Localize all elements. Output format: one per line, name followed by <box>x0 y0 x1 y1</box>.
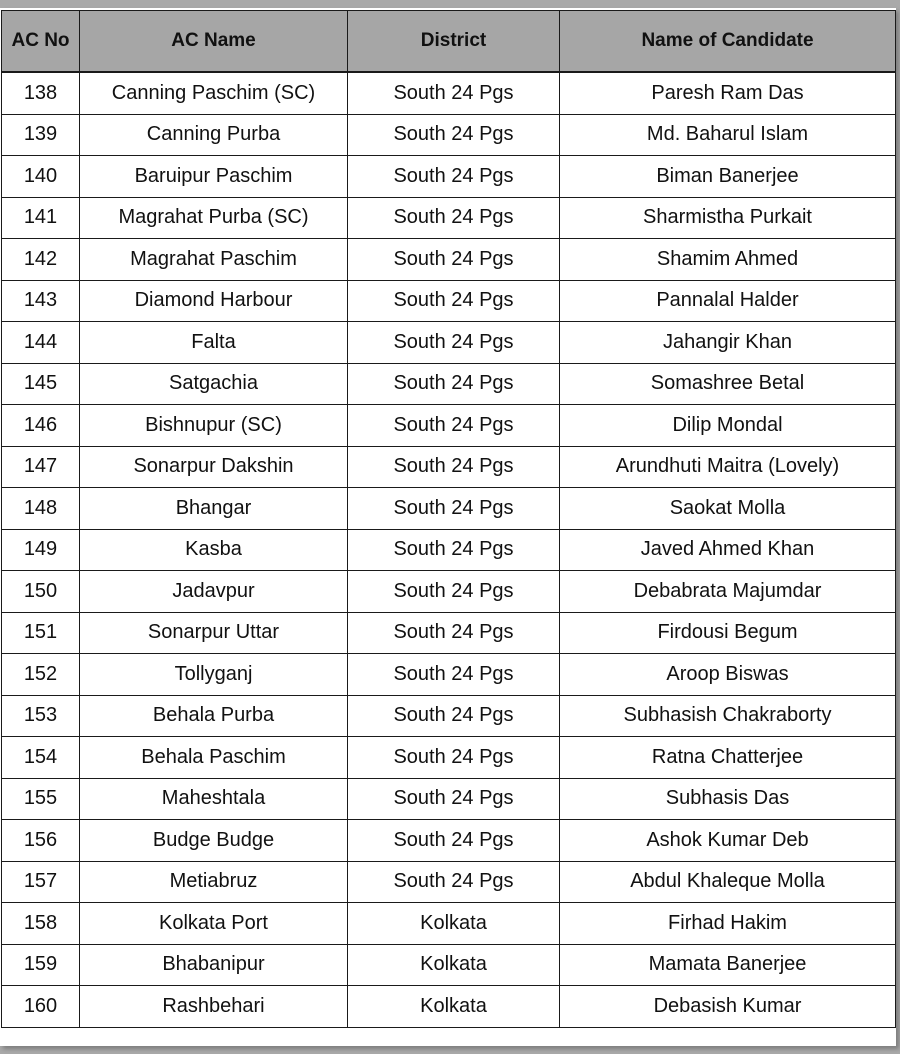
ac-name-cell: Sonarpur Uttar <box>80 612 348 654</box>
table-row <box>2 156 896 198</box>
district-cell: South 24 Pgs <box>348 529 560 571</box>
candidate-name-cell: Firhad Hakim <box>560 903 896 945</box>
candidate-name-cell: Firdousi Begum <box>560 612 896 654</box>
table-row <box>2 571 896 613</box>
district-cell: South 24 Pgs <box>348 820 560 862</box>
district-cell: South 24 Pgs <box>348 405 560 447</box>
candidate-name-cell: Subhasis Das <box>560 778 896 820</box>
ac-no-cell: 140 <box>2 156 80 198</box>
header-district: District <box>348 11 560 73</box>
ac-no-cell: 147 <box>2 446 80 488</box>
ac-no-cell: 152 <box>2 654 80 696</box>
ac-no-cell: 148 <box>2 488 80 530</box>
district-cell: South 24 Pgs <box>348 280 560 322</box>
table-row <box>2 197 896 239</box>
table-row <box>2 239 896 281</box>
table-row <box>2 114 896 156</box>
ac-name-cell: Sonarpur Dakshin <box>80 446 348 488</box>
table-row <box>2 737 896 779</box>
table-row <box>2 695 896 737</box>
table-body <box>2 72 896 1027</box>
district-cell: South 24 Pgs <box>348 363 560 405</box>
candidate-name-cell: Javed Ahmed Khan <box>560 529 896 571</box>
candidate-name-cell: Subhasish Chakraborty <box>560 695 896 737</box>
ac-name-cell: Canning Paschim (SC) <box>80 72 348 114</box>
ac-no-cell: 144 <box>2 322 80 364</box>
candidate-name-cell: Paresh Ram Das <box>560 72 896 114</box>
table-row <box>2 280 896 322</box>
district-cell: South 24 Pgs <box>348 695 560 737</box>
district-cell: South 24 Pgs <box>348 446 560 488</box>
ac-name-cell: Jadavpur <box>80 571 348 613</box>
district-cell: South 24 Pgs <box>348 654 560 696</box>
ac-no-cell: 143 <box>2 280 80 322</box>
candidate-name-cell: Ratna Chatterjee <box>560 737 896 779</box>
table-row <box>2 72 896 114</box>
district-cell: South 24 Pgs <box>348 72 560 114</box>
table-row <box>2 529 896 571</box>
ac-name-cell: Satgachia <box>80 363 348 405</box>
ac-no-cell: 150 <box>2 571 80 613</box>
table-header <box>2 11 896 73</box>
ac-name-cell: Budge Budge <box>80 820 348 862</box>
district-cell: South 24 Pgs <box>348 156 560 198</box>
candidate-name-cell: Dilip Mondal <box>560 405 896 447</box>
ac-no-cell: 145 <box>2 363 80 405</box>
ac-name-cell: Magrahat Paschim <box>80 239 348 281</box>
candidate-name-cell: Aroop Biswas <box>560 654 896 696</box>
ac-name-cell: Bishnupur (SC) <box>80 405 348 447</box>
table-row <box>2 820 896 862</box>
table-row <box>2 612 896 654</box>
ac-name-cell: Rashbehari <box>80 986 348 1028</box>
table-row <box>2 446 896 488</box>
ac-name-cell: Behala Purba <box>80 695 348 737</box>
ac-no-cell: 146 <box>2 405 80 447</box>
district-cell: South 24 Pgs <box>348 612 560 654</box>
district-cell: South 24 Pgs <box>348 197 560 239</box>
candidate-name-cell: Saokat Molla <box>560 488 896 530</box>
header-row <box>2 11 896 73</box>
table-row <box>2 861 896 903</box>
district-cell: Kolkata <box>348 944 560 986</box>
candidate-name-cell: Mamata Banerjee <box>560 944 896 986</box>
ac-no-cell: 154 <box>2 737 80 779</box>
ac-no-cell: 139 <box>2 114 80 156</box>
candidate-name-cell: Ashok Kumar Deb <box>560 820 896 862</box>
district-cell: Kolkata <box>348 986 560 1028</box>
ac-no-cell: 156 <box>2 820 80 862</box>
candidate-table <box>1 10 896 1028</box>
ac-no-cell: 142 <box>2 239 80 281</box>
ac-name-cell: Falta <box>80 322 348 364</box>
district-cell: South 24 Pgs <box>348 861 560 903</box>
ac-name-cell: Magrahat Purba (SC) <box>80 197 348 239</box>
candidate-name-cell: Arundhuti Maitra (Lovely) <box>560 446 896 488</box>
header-candidate-name: Name of Candidate <box>560 11 896 73</box>
table-row <box>2 363 896 405</box>
ac-no-cell: 155 <box>2 778 80 820</box>
ac-name-cell: Behala Paschim <box>80 737 348 779</box>
ac-name-cell: Kasba <box>80 529 348 571</box>
candidate-name-cell: Jahangir Khan <box>560 322 896 364</box>
district-cell: South 24 Pgs <box>348 114 560 156</box>
candidate-name-cell: Shamim Ahmed <box>560 239 896 281</box>
ac-no-cell: 160 <box>2 986 80 1028</box>
candidate-name-cell: Biman Banerjee <box>560 156 896 198</box>
district-cell: South 24 Pgs <box>348 322 560 364</box>
candidate-name-cell: Debasish Kumar <box>560 986 896 1028</box>
ac-no-cell: 158 <box>2 903 80 945</box>
candidate-name-cell: Md. Baharul Islam <box>560 114 896 156</box>
ac-no-cell: 151 <box>2 612 80 654</box>
table-row <box>2 986 896 1028</box>
document-page <box>0 8 896 1046</box>
header-ac-name: AC Name <box>80 11 348 73</box>
district-cell: South 24 Pgs <box>348 239 560 281</box>
ac-name-cell: Bhabanipur <box>80 944 348 986</box>
table-row <box>2 322 896 364</box>
candidate-name-cell: Somashree Betal <box>560 363 896 405</box>
ac-name-cell: Bhangar <box>80 488 348 530</box>
district-cell: South 24 Pgs <box>348 737 560 779</box>
table-row <box>2 488 896 530</box>
table-row <box>2 778 896 820</box>
ac-no-cell: 138 <box>2 72 80 114</box>
header-ac-no: AC No <box>2 11 80 73</box>
ac-no-cell: 141 <box>2 197 80 239</box>
table-row <box>2 903 896 945</box>
ac-name-cell: Kolkata Port <box>80 903 348 945</box>
candidate-name-cell: Abdul Khaleque Molla <box>560 861 896 903</box>
table-row <box>2 405 896 447</box>
candidate-name-cell: Debabrata Majumdar <box>560 571 896 613</box>
ac-no-cell: 159 <box>2 944 80 986</box>
table-row <box>2 654 896 696</box>
table-row <box>2 944 896 986</box>
ac-name-cell: Maheshtala <box>80 778 348 820</box>
candidate-name-cell: Pannalal Halder <box>560 280 896 322</box>
district-cell: Kolkata <box>348 903 560 945</box>
candidate-name-cell: Sharmistha Purkait <box>560 197 896 239</box>
district-cell: South 24 Pgs <box>348 778 560 820</box>
ac-name-cell: Tollyganj <box>80 654 348 696</box>
district-cell: South 24 Pgs <box>348 488 560 530</box>
ac-no-cell: 149 <box>2 529 80 571</box>
ac-no-cell: 153 <box>2 695 80 737</box>
ac-name-cell: Canning Purba <box>80 114 348 156</box>
district-cell: South 24 Pgs <box>348 571 560 613</box>
ac-name-cell: Metiabruz <box>80 861 348 903</box>
ac-name-cell: Baruipur Paschim <box>80 156 348 198</box>
ac-no-cell: 157 <box>2 861 80 903</box>
ac-name-cell: Diamond Harbour <box>80 280 348 322</box>
